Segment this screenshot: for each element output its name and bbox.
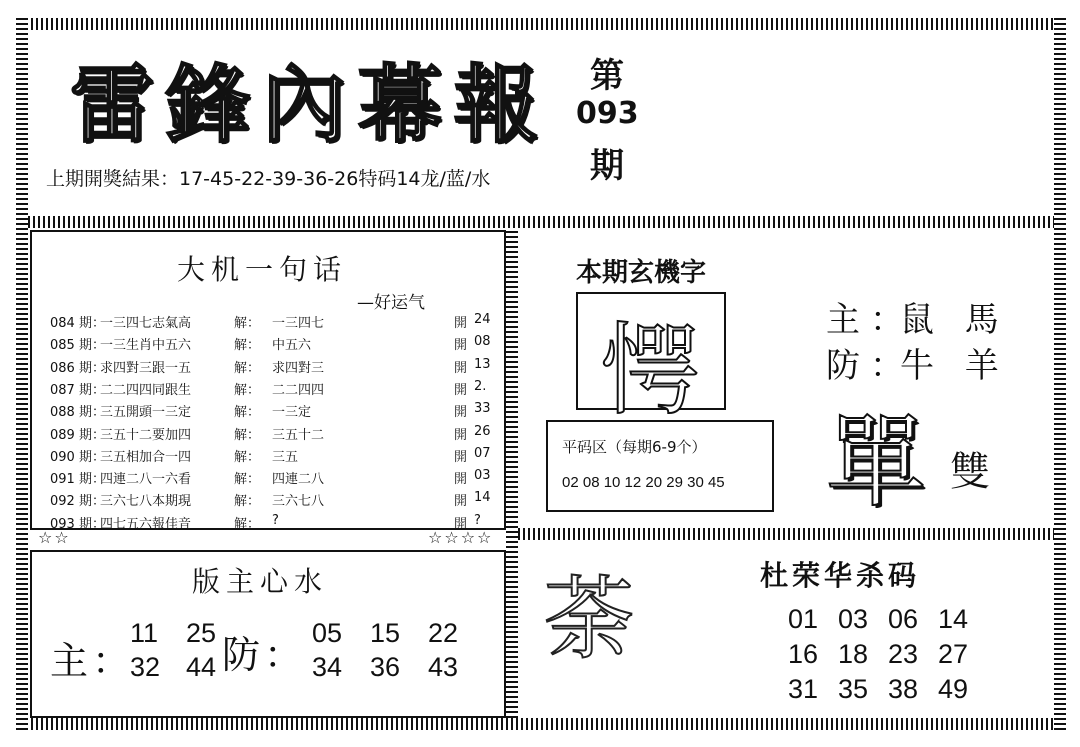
issue-label-bottom: 期 bbox=[590, 146, 624, 186]
owner-guard-label: 防： bbox=[222, 633, 307, 677]
oracle-period: 088 期： bbox=[50, 405, 105, 421]
oracle-row bbox=[50, 424, 490, 446]
owner-guard-number: 05 bbox=[312, 618, 343, 648]
oracle-hint: 四連二八 bbox=[272, 472, 325, 488]
kill-number: 06 bbox=[888, 604, 919, 634]
kill-number: 14 bbox=[938, 604, 969, 634]
oracle-verse: 三五開頭一三定 bbox=[100, 405, 192, 421]
oracle-open-label: 開 bbox=[454, 382, 468, 398]
kill-number: 49 bbox=[938, 674, 969, 704]
oracle-period: 092 期： bbox=[50, 494, 105, 510]
header-divider-band bbox=[28, 216, 1054, 228]
oracle-hint: 中五六 bbox=[272, 338, 312, 354]
oracle-open: 2. bbox=[474, 378, 487, 394]
oracle-open-label: 開 bbox=[454, 449, 468, 465]
oracle-row bbox=[50, 513, 490, 535]
kill-number: 31 bbox=[788, 674, 819, 704]
flat-code-numbers: 02 08 10 12 20 29 30 45 bbox=[562, 474, 725, 491]
flat-code-box bbox=[546, 420, 774, 512]
stars-right: ☆☆☆☆ bbox=[428, 528, 494, 547]
newspaper-title: 雷鋒內幕報 bbox=[70, 55, 551, 154]
oracle-row bbox=[50, 312, 490, 334]
oracle-hint-label: 解： bbox=[234, 316, 261, 331]
odd-character: 單 bbox=[826, 404, 926, 521]
oracle-hint: 三六七八 bbox=[272, 494, 325, 510]
issue-number: 093 bbox=[576, 96, 639, 131]
owner-main-number: 44 bbox=[186, 652, 217, 682]
owner-guard-number: 34 bbox=[312, 652, 343, 682]
even-character: 雙 bbox=[950, 449, 990, 495]
oracle-hint: 求四對三 bbox=[272, 360, 325, 376]
oracle-verse: 四七五六報佳音 bbox=[100, 516, 192, 532]
oracle-hint-label: 解： bbox=[234, 472, 261, 488]
mystery-character: 愕 bbox=[600, 312, 700, 429]
oracle-open: 24 bbox=[474, 312, 491, 327]
owner-guard-number: 22 bbox=[428, 618, 459, 648]
kill-number: 03 bbox=[838, 604, 869, 634]
oracle-row bbox=[50, 446, 490, 468]
oracle-verse: 三五十二要加四 bbox=[100, 427, 192, 443]
right-middle-divider-band bbox=[518, 528, 1054, 540]
oracle-hint-label: 解： bbox=[234, 494, 261, 510]
oracle-hint-label: 解： bbox=[234, 427, 261, 443]
owner-title: 版主心水 bbox=[192, 565, 329, 598]
oracle-row bbox=[50, 334, 490, 356]
oracle-row bbox=[50, 468, 490, 490]
oracle-verse: 三五相加合一四 bbox=[100, 449, 192, 465]
guard-zodiac-value: 牛 羊 bbox=[900, 346, 1009, 386]
owner-main-number: 32 bbox=[130, 652, 161, 682]
owner-main-number: 11 bbox=[130, 618, 159, 648]
oracle-open-label: 開 bbox=[454, 472, 468, 488]
mystery-panel bbox=[520, 230, 1050, 524]
oracle-open: 14 bbox=[474, 490, 491, 506]
top-border-band bbox=[16, 18, 1066, 30]
owner-guard-number: 36 bbox=[370, 652, 401, 682]
oracle-open: 03 bbox=[474, 468, 491, 484]
oracle-hint: ? bbox=[272, 512, 279, 528]
kill-title: 杜荣华杀码 bbox=[760, 559, 921, 592]
oracle-hint: 三五十二 bbox=[272, 427, 325, 443]
oracle-verse: 四連二八一六看 bbox=[100, 472, 192, 488]
oracle-subtitle: —好运气 bbox=[357, 293, 425, 313]
left-border-band bbox=[16, 18, 28, 730]
oracle-hint-label: 解： bbox=[234, 449, 261, 465]
mystery-title: 本期玄機字 bbox=[576, 258, 707, 288]
oracle-row bbox=[50, 490, 490, 512]
oracle-hint-label: 解： bbox=[234, 516, 261, 532]
main-zodiac-label: 主： bbox=[826, 300, 914, 340]
oracle-hint-label: 解： bbox=[234, 382, 261, 398]
bottom-border-band bbox=[16, 718, 1066, 730]
oracle-open-label: 開 bbox=[454, 316, 468, 331]
oracle-open-label: 開 bbox=[454, 494, 468, 510]
center-divider-band bbox=[506, 228, 518, 718]
oracle-verse: 三六七八本期現 bbox=[100, 494, 192, 510]
oracle-verse: 一三四七志氣高 bbox=[100, 316, 192, 331]
oracle-verse: 一三生肖中五六 bbox=[100, 338, 192, 354]
oracle-hint: 一三四七 bbox=[272, 316, 325, 331]
oracle-open: 08 bbox=[474, 334, 491, 350]
main-zodiac-value: 鼠 馬 bbox=[900, 300, 1009, 340]
kill-panel bbox=[520, 542, 1052, 714]
oracle-hint: 三五 bbox=[272, 449, 299, 465]
oracle-open-label: 開 bbox=[454, 338, 468, 354]
kill-number: 16 bbox=[788, 639, 819, 669]
owner-guard-number: 15 bbox=[370, 618, 401, 648]
oracle-open-label: 開 bbox=[454, 427, 468, 443]
oracle-period: 090 期： bbox=[50, 449, 105, 465]
oracle-hint: 一三定 bbox=[272, 405, 312, 421]
kill-number: 01 bbox=[788, 604, 819, 634]
oracle-hint-label: 解： bbox=[234, 360, 261, 376]
oracle-open: 13 bbox=[474, 356, 491, 372]
last-result: 上期開獎結果：17-45-22-39-36-26特码14龙/蓝/水 bbox=[46, 168, 491, 190]
oracle-verse: 求四對三跟一五 bbox=[100, 360, 192, 376]
oracle-open: 33 bbox=[474, 401, 491, 417]
oracle-row bbox=[50, 379, 490, 401]
oracle-open-label: 開 bbox=[454, 360, 468, 376]
oracle-hint-label: 解： bbox=[234, 338, 261, 354]
kill-number: 23 bbox=[888, 639, 919, 669]
owner-main-label: 主： bbox=[50, 639, 135, 683]
flat-code-title: 平码区（每期6-9个） bbox=[562, 438, 707, 456]
oracle-row bbox=[50, 357, 490, 379]
oracle-open: 07 bbox=[474, 445, 491, 461]
mystery-character-box bbox=[576, 292, 726, 429]
oracle-period: 091 期： bbox=[50, 472, 105, 488]
oracle-verse: 二二四四同跟生 bbox=[100, 382, 192, 398]
oracle-open-label: 開 bbox=[454, 516, 468, 532]
right-border-band bbox=[1054, 18, 1066, 730]
oracle-open: ? bbox=[474, 512, 481, 528]
kill-number: 38 bbox=[888, 674, 919, 704]
oracle-period: 087 期： bbox=[50, 382, 105, 398]
oracle-period: 089 期： bbox=[50, 427, 105, 443]
oracle-row bbox=[50, 401, 490, 423]
issue-label-top: 第 bbox=[590, 56, 624, 96]
guard-zodiac-label: 防： bbox=[826, 346, 914, 386]
decorative-character: 荼 bbox=[544, 567, 634, 672]
kill-number: 27 bbox=[938, 639, 969, 669]
owner-guard-number: 43 bbox=[428, 652, 459, 682]
oracle-period: 093 期： bbox=[50, 516, 105, 532]
oracle-hint: 二二四四 bbox=[272, 382, 325, 398]
oracle-period: 086 期： bbox=[50, 360, 105, 376]
owner-panel bbox=[30, 550, 506, 718]
stars-left: ☆☆ bbox=[38, 528, 71, 547]
oracle-open-label: 開 bbox=[454, 405, 468, 421]
owner-main-number: 25 bbox=[186, 618, 217, 648]
oracle-title: 大机一句话 bbox=[177, 253, 348, 286]
oracle-period: 085 期： bbox=[50, 338, 105, 354]
oracle-open: 26 bbox=[474, 423, 491, 439]
kill-number: 35 bbox=[838, 674, 869, 704]
oracle-hint-label: 解： bbox=[234, 405, 261, 421]
oracle-period: 084 期： bbox=[50, 316, 105, 331]
kill-number: 18 bbox=[838, 639, 869, 669]
